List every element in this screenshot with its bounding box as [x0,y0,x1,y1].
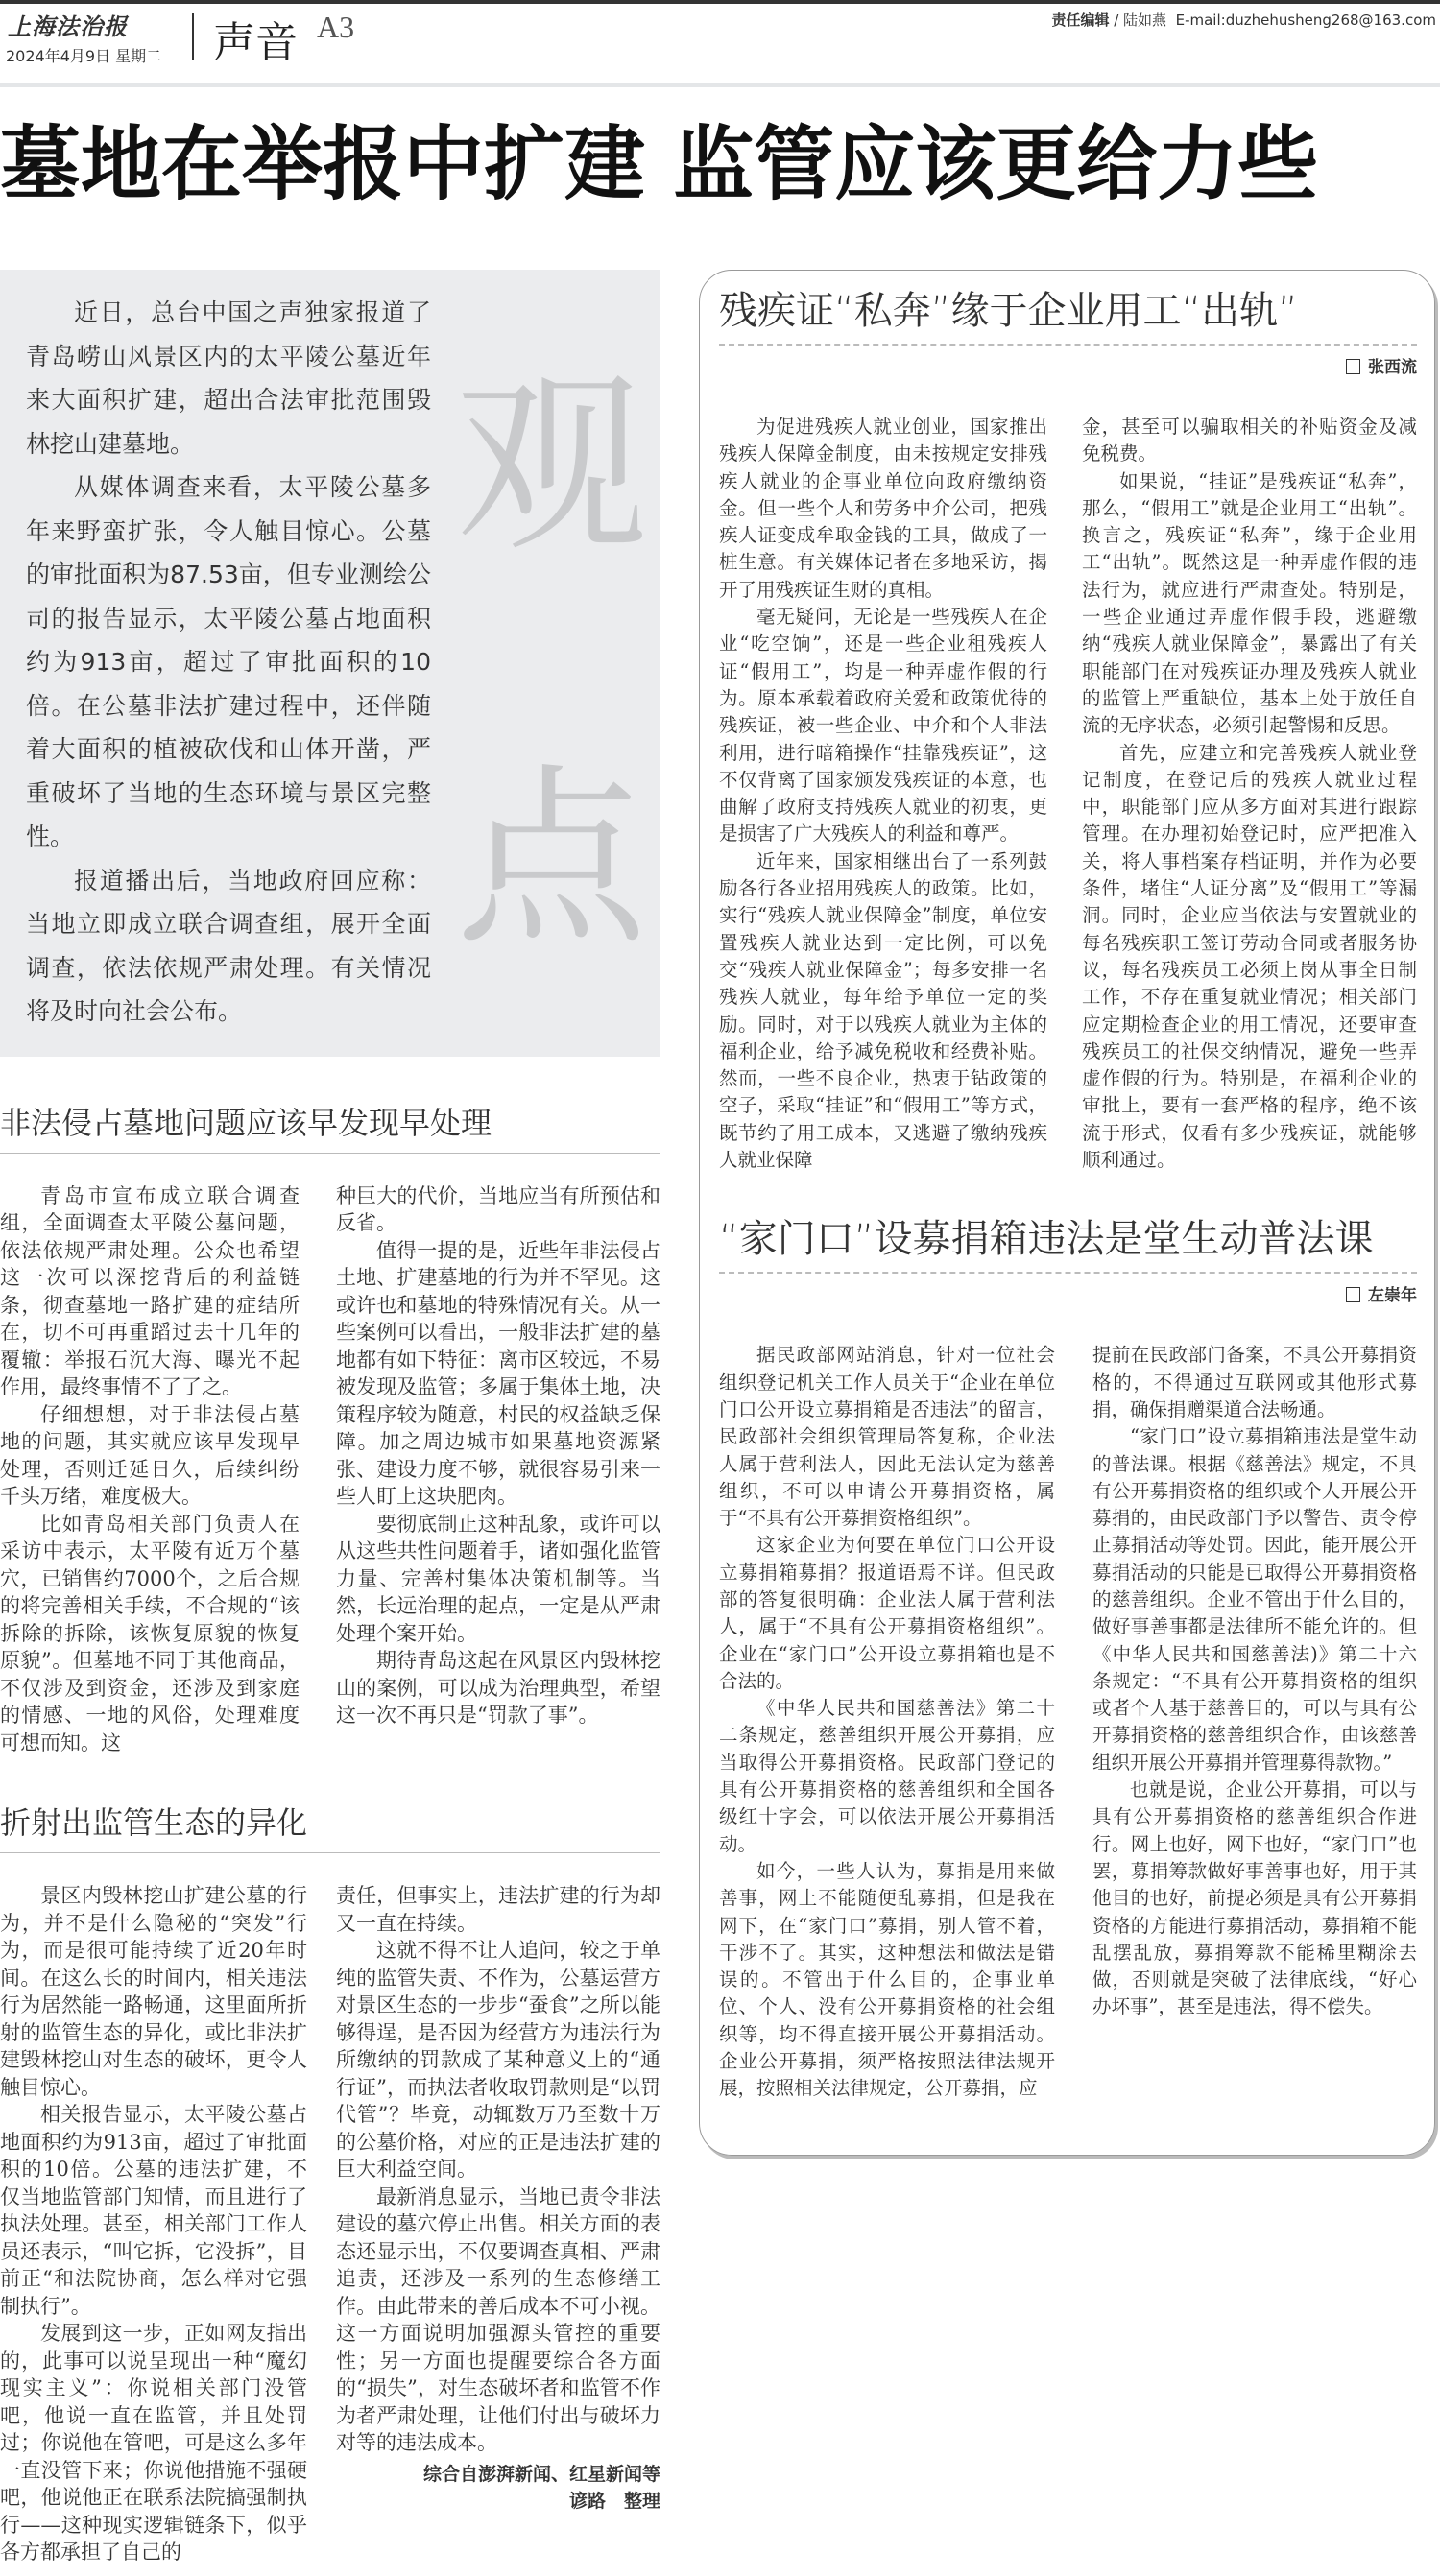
watermark [431,270,660,1057]
article-column [336,1182,660,1757]
editor-name: / 陆如燕 [1114,12,1167,29]
compiler-text: 谚路 整理 [568,2490,660,2512]
article-paragraph: 近年来，国家相继出台了一系列鼓励各行各业招用残疾人的政策。比如，实行“残疾人就业保障金”制度，单位安置残疾人就业达到一定比例，可以免交“残疾人就业保障金”；每多安排一名残疾人就业，每年给予单位一定的奖励。同时，对于以残疾人就业为主体的福利企业，给予减免税收和经费补贴。然而，一些不良企业，热衷于钻政策的空子，采取“挂证”和“假用工”等方式，既节约了用工成本，又逃避了缴纳残疾人就业保障 [719,849,1047,1172]
article-source [336,2461,660,2515]
top-rule [0,0,1440,4]
byline [719,1281,1417,1305]
article-paragraph: 仔细想想，对于非法侵占墓地的问题，其实就应该早发现早处理，否则迁延日久，后续纠纷千头万绪，难度极大。 [0,1402,300,1508]
article-paragraph: 景区内毁林挖山扩建公墓的行为，并不是什么隐秘的“突发”行为，而是很可能持续了近20年时间。在这么长的时间内，相关违法行为居然能一路畅通，这里面所折射的监管生态的异化，或比非法扩建毁林挖山对生态的破坏，更令人触目惊心。 [0,1884,307,2099]
editor-label: 责任编辑 [1051,12,1110,29]
article-paragraph: 金，甚至可以骗取相关的补贴资金及减免税费。 [1082,416,1417,465]
newspaper-logo: 上海法治报 [8,12,128,40]
article-column [719,1342,1055,2102]
lead-paragraph: 报道播出后，当地政府回应称：当地立即成立联合调查组，展开全面调查，依法依规严肃处理。有关情况将及时向社会公布。 [26,866,431,1025]
masthead-divider [192,13,194,60]
article-title: 非法侵占墓地问题应该早发现早处理 [0,1099,660,1154]
byline-box-icon [1346,359,1360,374]
article [719,284,1417,1174]
watermark-char: 观 [455,353,648,578]
article-paragraph: 毫无疑问，无论是一些残疾人在企业“吃空饷”，还是一些企业租残疾人证“假用工”，均是一种弄虚作假的行为。原本承载着政府关爱和政策优待的残疾证，被一些企业、中介和个人非法利用，进行暗箱操作“挂靠残疾证”，这不仅背离了国家颁发残疾证的本意，也曲解了政府支持残疾人就业的初衷，更是损害了广大残疾人的利益和尊严。 [719,606,1047,846]
article [0,1799,660,2566]
article-paragraph: 种巨大的代价，当地应当有所预估和反省。 [336,1183,660,1234]
article-paragraph: 比如青岛相关部门负责人在采访中表示，太平陵有近万个墓穴，已销售约7000个，之后合规的将完善相关手续，不合规的“该拆除的拆除，该恢复原貌的恢复原貌”。但墓地不同于其他商品，不仅涉及到资金，还涉及到家庭的情感、一地的风俗，处理难度可想而知。这 [0,1512,300,1754]
article-column-wrap [336,1882,660,2566]
article-paragraph: 这家企业为何要在单位门口公开设立募捐箱募捐？报道语焉不详。但民政部的答复很明确：企业法人属于营利法人，属于“不具有公开募捐资格组织”。企业在“家门口”公开设立募捐箱也是不合法的。 [719,1534,1055,1692]
section-name: 声音 [213,18,298,67]
article-body [719,1342,1417,2102]
byline [719,353,1417,377]
article [719,1212,1417,2102]
article-column [0,1182,300,1757]
left-column [0,270,660,2566]
watermark-char: 点 [455,747,648,971]
article-paragraph: 青岛市宣布成立联合调查组，全面调查太平陵公墓问题，依法依规严肃处理。公众也希望这一次可以深挖背后的利益链条，彻查墓地一路扩建的症结所在，切不可再重蹈过去十几年的覆辙：举报石沉大海、曝光不起作用，最终事情不了了之。 [0,1183,300,1398]
article-column [336,1882,660,2457]
article-paragraph: 这就不得不让人追问，较之于单纯的监管失责、不作为，公墓运营方对景区生态的一步步“蚕食”之所以能够得逞，是否因为经营方为违法行为所缴纳的罚款成了某种意义上的“通行证”，而执法者收取罚款则是“以罚代管”？毕竟，动辄数万乃至数十万的公墓价格，对应的正是违法扩建的巨大利益空间。 [336,1939,660,2181]
article-title: “家门口”设募捐箱违法是堂生动普法课 [719,1217,1374,1262]
lead-paragraph: 近日，总台中国之声独家报道了青岛崂山风景区内的太平陵公墓近年来大面积扩建，超出合法审批范围毁林挖山建墓地。 [26,298,431,458]
article-paragraph: 如今，一些人认为，募捐是用来做善事，网上不能随便乱募捐，但是我在网下，在“家门口”募捐，别人管不着，干涉不了。其实，这种想法和做法是错误的。不管出于什么目的，企事业单位、个人、没有公开募捐资格的社会组织等，均不得直接开展公开募捐活动。企业公开募捐，须严格按照法律法规开展，按照相关法律规定，公开募捐，应 [719,1859,1055,2100]
dashed-rule [719,1272,1417,1274]
article-body [0,1882,660,2566]
author-name: 左崇年 [1368,1286,1417,1306]
author-name: 张西流 [1368,358,1417,377]
issue-date: 2024年4月9日 星期二 [6,47,162,65]
article-paragraph: 期待青岛这起在风景区内毁林挖山的案例，可以成为治理典型，希望这一次不再只是“罚款了事”。 [336,1649,660,1727]
article-body [0,1182,660,1757]
dashed-rule [719,344,1417,346]
article-paragraph: 提前在民政部门备案，不具公开募捐资格的，不得通过互联网或其他形式募捐，确保捐赠渠道合法畅通。 [1092,1344,1417,1420]
article-paragraph: 据民政部网站消息，针对一位社会组织登记机关工作人员关于“企业在单位门口公开设立募捐箱是否违法”的留言，民政部社会组织管理局答复称，企业法人属于营利法人，因此无法认定为慈善组织，不可以申请公开募捐资格，属于“不具有公开募捐资格组织”。 [719,1344,1055,1530]
editor-email: E-mail:duzhehusheng268@163.com [1175,12,1436,29]
article-title: 残疾证“私奔”缘于企业用工“出轨” [719,289,1298,333]
source-text: 综合自澎湃新闻、红星新闻等 [422,2463,660,2485]
commentary-box [699,270,1435,2156]
article-paragraph: 值得一提的是，近些年非法侵占土地、扩建墓地的行为并不罕见。这或许也和墓地的特殊情况有关。从一些案例可以看出，一般非法扩建的墓地都有如下特征：离市区较远，不易被发现及监管；多属于集体土地，决策程序较为随意，村民的权益缺乏保障。加之周边城市如果墓地资源紧张、建设力度不够，就很容易引来一些人盯上这块肥肉。 [336,1238,660,1508]
article-column [719,414,1047,1174]
editor-info [1018,10,1436,30]
article-title: 折射出监管生态的异化 [0,1799,660,1853]
article-paragraph: 发展到这一步，正如网友指出的，此事可以说呈现出一种“魔幻现实主义”：你说相关部门没管吧，他说一直在监管，并且处罚过；你说他在管吧，可是这么多年一直没管下来；你说他措施不强硬吧，他说他正在联系法院搞强制执行——这种现实逻辑链条下，似乎各方都承担了自己的 [0,2322,307,2564]
article-paragraph: “家门口”设立募捐箱违法是堂生动的普法课。根据《慈善法》规定，不具有公开募捐资格的组织或个人开展公开募捐的，由民政部门予以警告、责令停止募捐活动等处罚。因此，能开展公开募捐活动的只能是已取得公开募捐资格的慈善组织。企业不管出于什么目的，做好事善事都是法律所不能允许的。但《中华人民共和国慈善法)》第二十六条规定：“不具有公开募捐资格的组织或者个人基于慈善目的，可以与具有公开募捐资格的慈善组织合作，由该慈善组织开展公开募捐并管理募得款物。” [1092,1425,1417,1774]
byline-box-icon [1346,1287,1360,1302]
article-paragraph: 《中华人民共和国慈善法》第二十二条规定，慈善组织开展公开募捐，应当取得公开募捐资格。民政部门登记的具有公开募捐资格的慈善组织和全国各级红十字会，可以依法开展公开募捐活动。 [719,1697,1055,1855]
article-paragraph: 为促进残疾人就业创业，国家推出残疾人保障金制度，由未按规定安排残疾人就业的企事业单位向政府缴纳资金。但一些个人和劳务中介公司，把残疾人证变成牟取金钱的工具，做成了一桩生意。有关媒体记者在多地采访，揭开了用残疾证生财的真相。 [719,416,1047,601]
article-paragraph: 如果说，“挂证”是残疾证“私奔”，那么，“假用工”就是企业用工“出轨”。换言之，残疾证“私奔”，缘于企业用工“出轨”。既然这是一种弄虚作假的违法行为，就应进行严肃查处。特别是，一些企业通过弄虚作假手段，逃避缴纳“残疾人就业保障金”，暴露出了有关职能部门在对残疾证办理及残疾人就业的监管上严重缺位，基本上处于放任自流的无序状态，必须引起警惕和反思。 [1082,469,1417,737]
article-paragraph: 最新消息显示，当地已责令非法建设的墓穴停止出售。相关方面的表态还显示出，不仅要调查真相、严肃追责，还涉及一系列的生态修缮工作。由此带来的善后成本不可小视。这一方面说明加强源头管控的重要性；另一方面也提醒要综合各方面的“损失”，对生态破坏者和监管不作为者严肃处理，让他们付出与破坏力对等的违法成本。 [336,2184,660,2454]
article-paragraph: 责任，但事实上，违法扩建的行为却又一直在持续。 [336,1884,660,1935]
lead-box [0,270,660,1057]
article [0,1099,660,1757]
lead-text [26,270,431,1057]
article-body [719,414,1417,1174]
article-column [1092,1342,1417,2102]
main-headline: 墓地在举报中扩建 监管应该更给力些 [0,116,1319,211]
article-column [1082,414,1417,1174]
article-paragraph: 相关报告显示，太平陵公墓占地面积约为913亩，超过了审批面积的10倍。公墓的违法扩建，不仅当地监管部门知情，而且进行了执法处理。甚至，相关部门工作人员还表示，“叫它拆，它没拆”，目前正“和法院协商，怎么样对它强制执行”。 [0,2103,307,2318]
header-strip [0,83,1440,87]
article-paragraph: 也就是说，企业公开募捐，可以与具有公开募捐资格的慈善组织合作进行。网上也好，网下也好，“家门口”也罢，募捐筹款做好事善事也好，用于其他目的也好，前提必须是具有公开募捐资格的方能进行募捐活动，募捐箱不能乱摆乱放，募捐筹款不能稀里糊涂去做，否则就是突破了法律底线，“好心办坏事”，甚至是违法，得不偿失。 [1092,1778,1417,2018]
page-number: A3 [317,10,355,44]
article-column [0,1882,307,2566]
article-paragraph: 首先，应建立和完善残疾人就业登记制度，在登记后的残疾人就业过程中，职能部门应从多方面对其进行跟踪管理。在办理初始登记时，应严把准入关，将人事档案存档证明，并作为必要条件，堵住“人证分离”及“假用工”等漏洞。同时，企业应当依法与安置就业的每名残疾职工签订劳动合同或者服务协议，每名残疾员工必须上岗从事全日制工作，不存在重复就业情况；相关部门应定期检查企业的用工情况，还要审查残疾员工的社保交纳情况，避免一些弄虚作假的行为。特别是，在福利企业的审批上，要有一套严格的程序，绝不该流于形式，仅看有多少残疾证，就能够顺利通过。 [1082,741,1417,1172]
lead-paragraph: 从媒体调查来看，太平陵公墓多年来野蛮扩张，令人触目惊心。公墓的审批面积为87.53亩，但专业测绘公司的报告显示，太平陵公墓占地面积约为913亩，超过了审批面积的10倍。在公墓非法扩建过程中，还伴随着大面积的植被砍伐和山体开凿，严重破坏了当地的生态环境与景区完整性。 [26,473,431,850]
article-paragraph: 要彻底制止这种乱象，或许可以从这些共性问题着手，诸如强化监管力量、完善村集体决策机制等。当然，长远治理的起点，一定是从严肃处理个案开始。 [336,1512,660,1645]
